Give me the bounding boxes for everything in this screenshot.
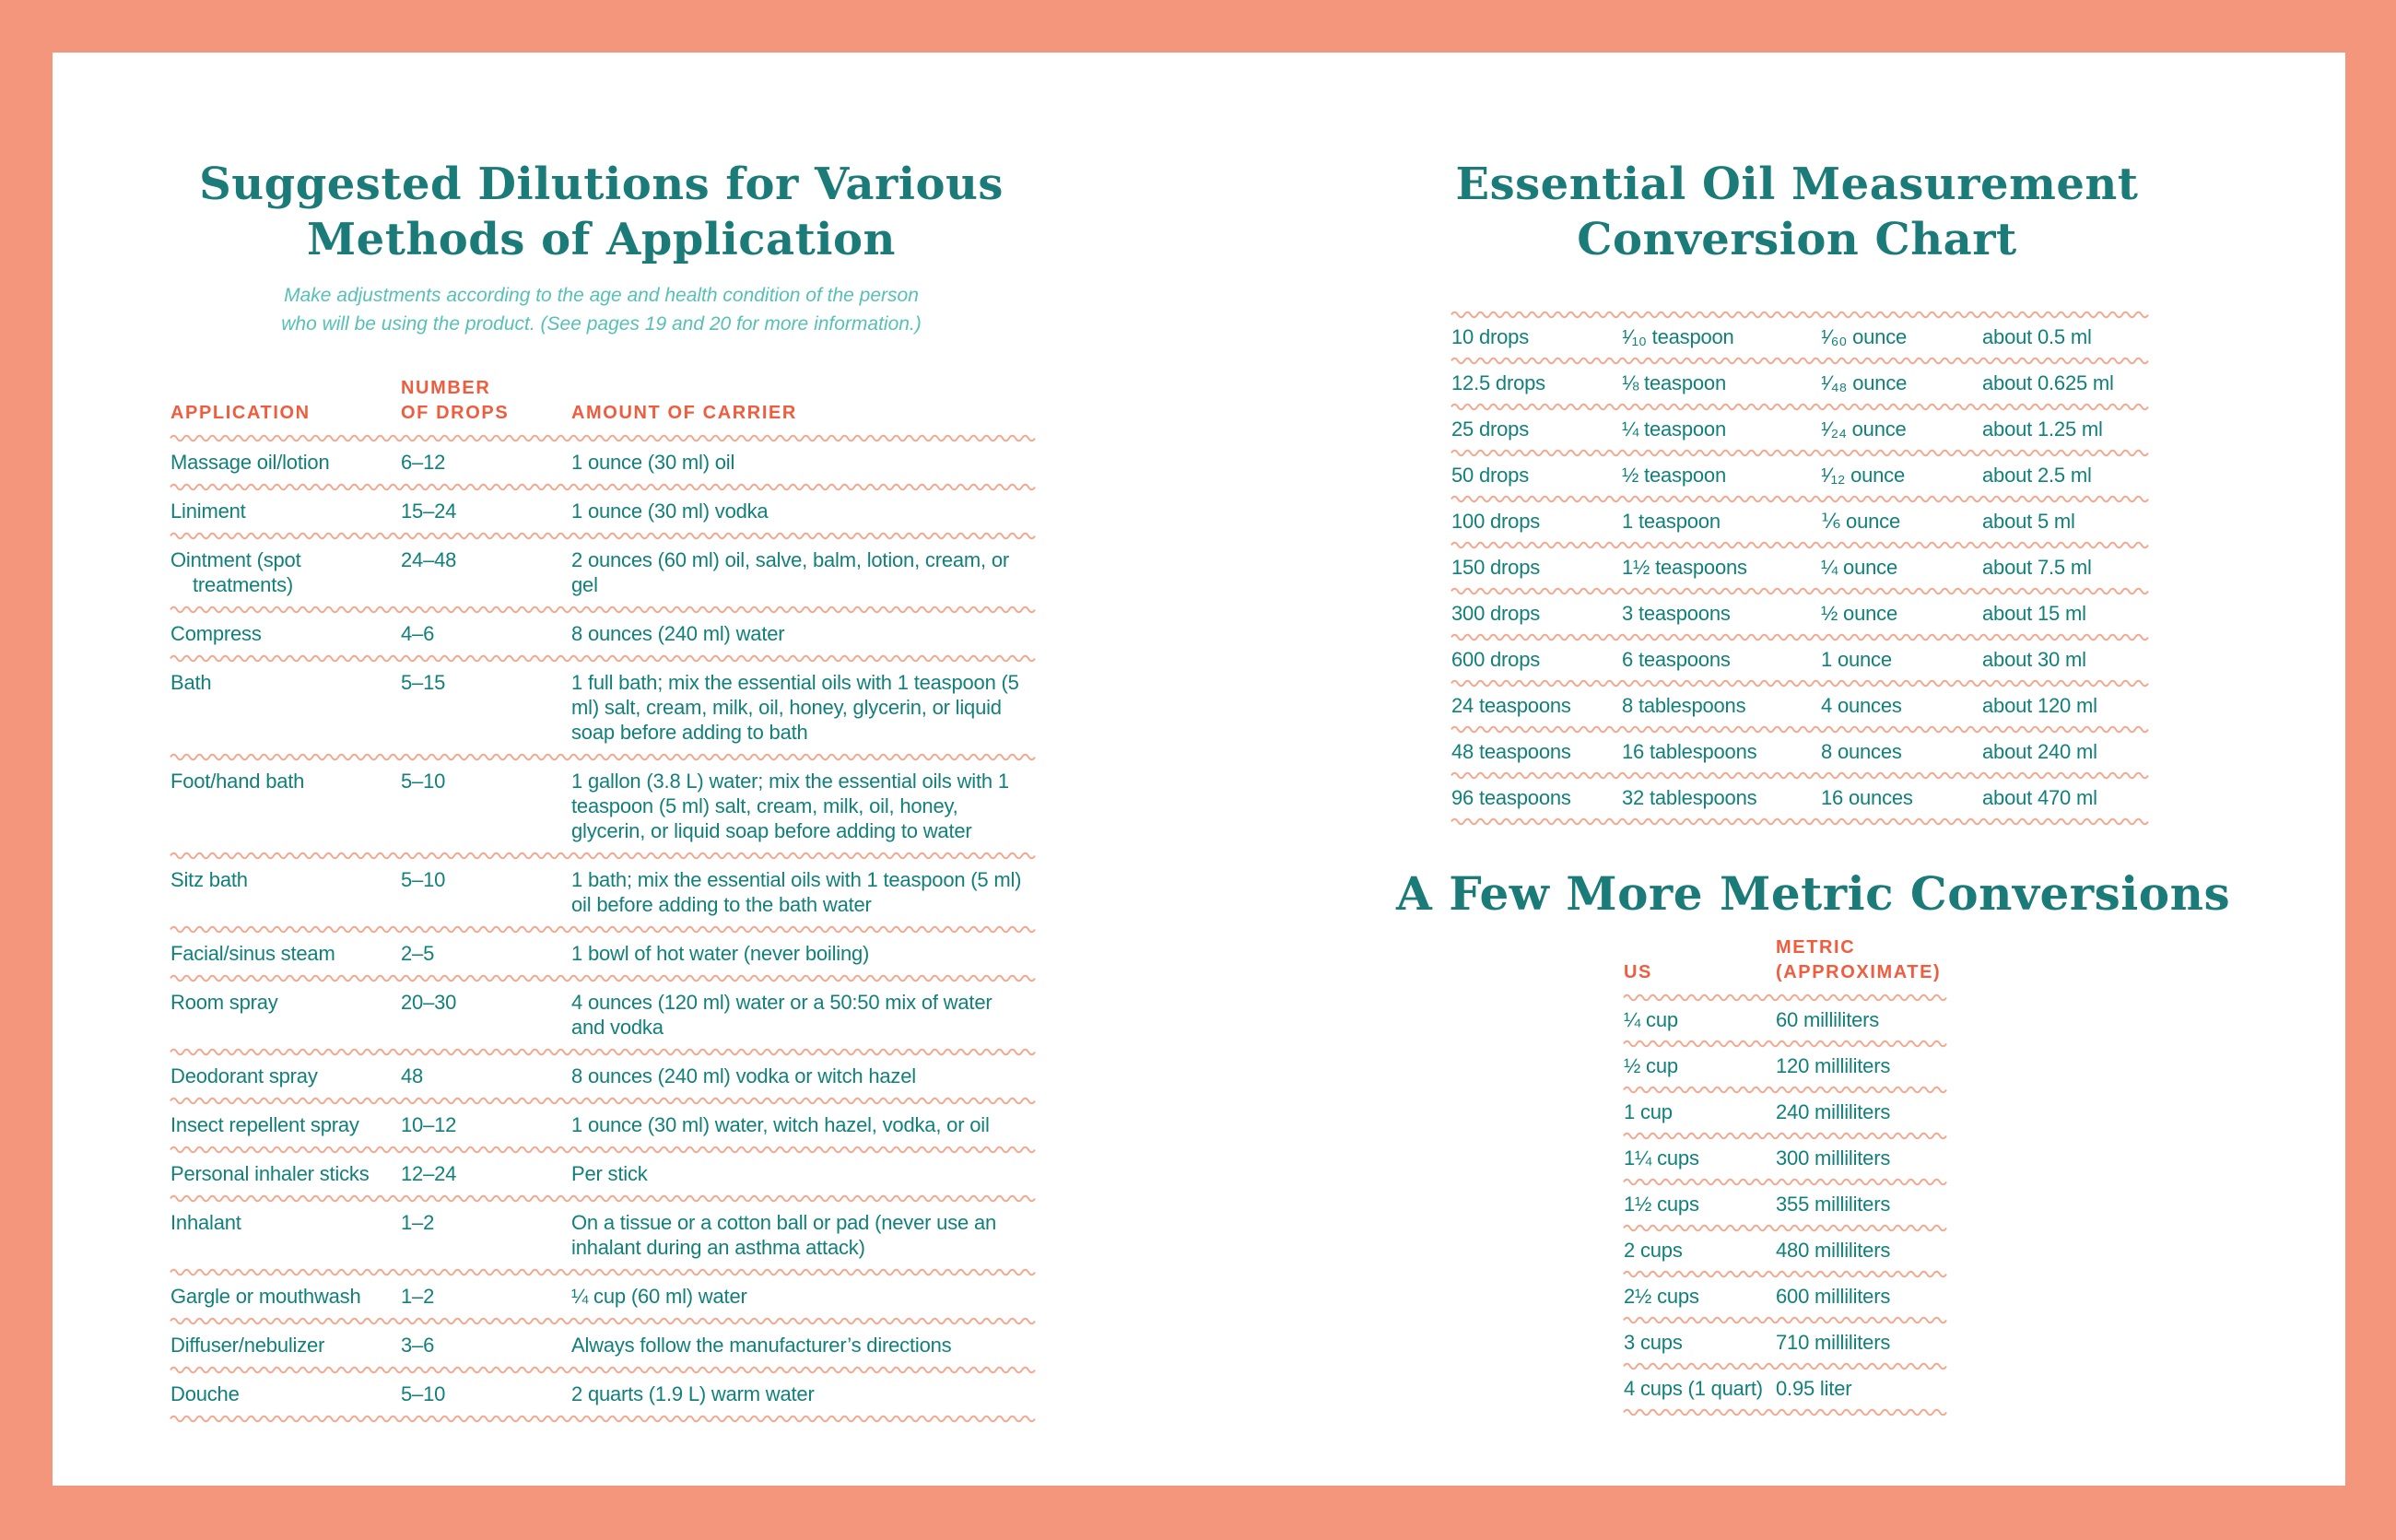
drops-cell: 10 drops bbox=[1451, 325, 1530, 348]
application-cell: Room spray bbox=[170, 991, 278, 1014]
metric-cell: 300 milliliters bbox=[1776, 1146, 1891, 1170]
teaspoons-cell: 16 tablespoons bbox=[1622, 740, 1757, 763]
wavy-divider bbox=[1624, 1406, 1942, 1417]
teaspoons-cell: ¼ teaspoon bbox=[1622, 417, 1726, 441]
table-row bbox=[1451, 595, 2143, 631]
wavy-divider bbox=[170, 1315, 1032, 1325]
ml-cell: about 15 ml bbox=[1982, 602, 2086, 625]
carrier-cell: 1 bath; mix the essential oils with 1 teaspoon (5 ml) oil before adding to the bath water bbox=[571, 868, 1022, 916]
metric-cell: 0.95 liter bbox=[1776, 1377, 1852, 1400]
table-row bbox=[1451, 503, 2143, 539]
drops-cell: 24 teaspoons bbox=[1451, 694, 1571, 717]
ml-cell: about 240 ml bbox=[1982, 740, 2097, 763]
carrier-cell: 1 ounce (30 ml) vodka bbox=[571, 500, 769, 523]
table-row bbox=[1624, 1048, 1942, 1084]
teaspoons-cell: 8 tablespoons bbox=[1622, 694, 1746, 717]
carrier-cell: Always follow the manufacturer’s directions bbox=[571, 1334, 952, 1357]
drops-cell: 50 drops bbox=[1451, 464, 1530, 487]
carrier-cell: Per stick bbox=[571, 1162, 648, 1185]
us-cell: 3 cups bbox=[1624, 1331, 1683, 1354]
table-row bbox=[1451, 411, 2143, 447]
wavy-divider bbox=[170, 850, 1032, 860]
ml-cell: about 0.5 ml bbox=[1982, 325, 2092, 348]
wavy-divider bbox=[170, 1046, 1032, 1056]
wavy-divider bbox=[1451, 401, 2143, 411]
left-page-title bbox=[170, 157, 1032, 267]
us-cell: 2 cups bbox=[1624, 1239, 1683, 1262]
carrier-cell: 8 ounces (240 ml) water bbox=[571, 622, 785, 645]
table-row bbox=[1624, 1140, 1942, 1176]
table-row bbox=[1451, 734, 2143, 770]
drops-cell: 12–24 bbox=[401, 1162, 457, 1185]
drops-cell: 100 drops bbox=[1451, 510, 1541, 533]
application-cell: Foot/hand bath bbox=[170, 770, 305, 793]
drops-cell: 3–6 bbox=[401, 1334, 435, 1357]
table-row bbox=[1451, 319, 2143, 355]
ounces-cell: 16 ounces bbox=[1821, 786, 1913, 809]
metric-cell: 600 milliliters bbox=[1776, 1285, 1891, 1308]
application-cell: Gargle or mouthwash bbox=[170, 1285, 361, 1308]
drops-cell: 20–30 bbox=[401, 991, 457, 1014]
table-row bbox=[170, 934, 1032, 972]
ounces-cell: 8 ounces bbox=[1821, 740, 1902, 763]
table-row bbox=[1624, 1186, 1942, 1222]
book-page bbox=[53, 53, 2345, 1486]
ml-cell: about 470 ml bbox=[1982, 786, 2097, 809]
wavy-divider bbox=[1624, 1268, 1942, 1278]
metric-conversions-title: A Few More Metric Conversions bbox=[1396, 866, 2231, 921]
us-cell: ½ cup bbox=[1624, 1054, 1678, 1077]
wavy-divider bbox=[1624, 1314, 1942, 1324]
metric-cell: 355 milliliters bbox=[1776, 1193, 1891, 1216]
carrier-cell: 1 ounce (30 ml) oil bbox=[571, 451, 735, 474]
table-row bbox=[1624, 1278, 1942, 1314]
ounces-cell: 4 ounces bbox=[1821, 694, 1902, 717]
wavy-divider bbox=[1624, 1038, 1942, 1048]
carrier-cell: 8 ounces (240 ml) vodka or witch hazel bbox=[571, 1064, 916, 1087]
drops-cell: 4–6 bbox=[401, 622, 435, 645]
subtitle-line2: who will be using the product. (See pages 19 and 20 for more information.) bbox=[281, 313, 922, 335]
ml-cell: about 7.5 ml bbox=[1982, 556, 2092, 579]
table-row bbox=[170, 761, 1032, 850]
application-cell: Personal inhaler sticks bbox=[170, 1162, 370, 1185]
table-row bbox=[1451, 780, 2143, 816]
dilutions-table-header bbox=[170, 376, 1032, 432]
wavy-divider bbox=[1624, 1084, 1942, 1094]
wavy-divider bbox=[170, 1266, 1032, 1276]
carrier-cell: 1 full bath; mix the essential oils with 1 teaspoon (5 ml) salt, cream, milk, oil, honey, glycerin, or liquid soap before adding to bath bbox=[571, 671, 1019, 744]
application-cell: Diffuser/nebulizer bbox=[170, 1334, 325, 1357]
drops-cell: 150 drops bbox=[1451, 556, 1541, 579]
table-row bbox=[170, 491, 1032, 530]
ml-cell: about 5 ml bbox=[1982, 510, 2075, 533]
metric-table-header bbox=[1624, 935, 1942, 992]
ounces-cell: ½ ounce bbox=[1821, 602, 1898, 625]
carrier-cell: 1 bowl of hot water (never boiling) bbox=[571, 942, 870, 965]
teaspoons-cell: 32 tablespoons bbox=[1622, 786, 1757, 809]
wavy-divider bbox=[1624, 1360, 1942, 1370]
wavy-divider bbox=[1451, 309, 2143, 319]
us-cell: 2½ cups bbox=[1624, 1285, 1699, 1308]
application-cell: Massage oil/lotion bbox=[170, 451, 330, 474]
table-row bbox=[1624, 1094, 1942, 1130]
right-page-title bbox=[1451, 157, 2143, 267]
col-header-number-of-drops: NUMBER OF DROPS bbox=[401, 378, 510, 423]
table-row bbox=[1624, 1002, 1942, 1038]
wavy-divider bbox=[1451, 677, 2143, 688]
table-row bbox=[1451, 641, 2143, 677]
wavy-divider bbox=[170, 1413, 1032, 1423]
table-row bbox=[170, 1154, 1032, 1193]
table-row bbox=[170, 982, 1032, 1046]
drops-cell: 48 bbox=[401, 1064, 424, 1087]
wavy-divider bbox=[170, 604, 1032, 614]
teaspoons-cell: 1 teaspoon bbox=[1622, 510, 1721, 533]
wavy-divider bbox=[1451, 585, 2143, 595]
carrier-cell: 4 ounces (120 ml) water or a 50:50 mix of water and vodka bbox=[571, 991, 992, 1039]
left-page-subtitle bbox=[170, 281, 1032, 338]
drops-cell: 300 drops bbox=[1451, 602, 1541, 625]
application-cell: Inhalant bbox=[170, 1211, 241, 1234]
col-header-metric: METRIC (APPROXIMATE) bbox=[1776, 937, 1942, 982]
wavy-divider bbox=[1451, 355, 2143, 365]
wavy-divider bbox=[1451, 770, 2143, 780]
wavy-divider bbox=[1624, 992, 1942, 1002]
table-row bbox=[1451, 688, 2143, 723]
col-header-amount-of-carrier: AMOUNT OF CARRIER bbox=[571, 403, 797, 423]
drops-cell: 5–15 bbox=[401, 671, 446, 694]
wavy-divider bbox=[170, 1364, 1032, 1374]
table-row bbox=[1624, 1324, 1942, 1360]
left-title-line1: Suggested Dilutions for Various bbox=[199, 159, 1004, 210]
table-row bbox=[1624, 1370, 1942, 1406]
wavy-divider bbox=[1451, 816, 2143, 826]
conversion-table bbox=[1451, 309, 2143, 826]
wavy-divider bbox=[1451, 447, 2143, 457]
teaspoons-cell: 1½ teaspoons bbox=[1622, 556, 1747, 579]
drops-cell: 6–12 bbox=[401, 451, 446, 474]
drops-cell: 15–24 bbox=[401, 500, 457, 523]
teaspoons-cell: 3 teaspoons bbox=[1622, 602, 1731, 625]
table-row bbox=[1451, 365, 2143, 401]
wavy-divider bbox=[170, 972, 1032, 982]
application-cell: Bath bbox=[170, 671, 212, 694]
right-title-line1: Essential Oil Measurement bbox=[1455, 159, 2139, 210]
table-row bbox=[170, 1276, 1032, 1315]
wavy-divider bbox=[170, 923, 1032, 934]
table-row bbox=[170, 442, 1032, 481]
wavy-divider bbox=[1451, 493, 2143, 503]
wavy-divider bbox=[1624, 1222, 1942, 1232]
ounces-cell: ¹⁄₄₈ ounce bbox=[1821, 371, 1908, 394]
wavy-divider bbox=[170, 652, 1032, 663]
table-row bbox=[170, 540, 1032, 604]
carrier-cell: ¼ cup (60 ml) water bbox=[571, 1285, 747, 1308]
metric-table bbox=[1624, 935, 1942, 1417]
table-row bbox=[170, 860, 1032, 923]
wavy-divider bbox=[170, 1095, 1032, 1105]
dilutions-table bbox=[170, 376, 1032, 1423]
application-cell: Liniment bbox=[170, 500, 246, 523]
col-header-us: US bbox=[1624, 962, 1652, 982]
wavy-divider bbox=[1451, 723, 2143, 734]
metric-cell: 120 milliliters bbox=[1776, 1054, 1891, 1077]
subtitle-line1: Make adjustments according to the age and health condition of the person bbox=[284, 285, 919, 306]
teaspoons-cell: ½ teaspoon bbox=[1622, 464, 1726, 487]
wavy-divider bbox=[170, 751, 1032, 761]
drops-cell: 1–2 bbox=[401, 1211, 435, 1234]
application-cell: Sitz bath bbox=[170, 868, 248, 891]
wavy-divider bbox=[170, 1193, 1032, 1203]
ounces-cell: ¹⁄₂₄ ounce bbox=[1821, 417, 1907, 441]
carrier-cell: 2 quarts (1.9 L) warm water bbox=[571, 1382, 815, 1405]
drops-cell: 12.5 drops bbox=[1451, 371, 1545, 394]
table-row bbox=[170, 1056, 1032, 1095]
drops-cell: 48 teaspoons bbox=[1451, 740, 1571, 763]
drops-cell: 2–5 bbox=[401, 942, 435, 965]
col-header-application: APPLICATION bbox=[170, 403, 311, 423]
us-cell: 4 cups (1 quart) bbox=[1624, 1377, 1763, 1400]
wavy-divider bbox=[1624, 1176, 1942, 1186]
application-cell: Deodorant spray bbox=[170, 1064, 318, 1087]
wavy-divider bbox=[170, 1144, 1032, 1154]
us-cell: 1½ cups bbox=[1624, 1193, 1699, 1216]
ml-cell: about 0.625 ml bbox=[1982, 371, 2114, 394]
application-cell: Douche bbox=[170, 1382, 240, 1405]
teaspoons-cell: ¹⁄₁₀ teaspoon bbox=[1622, 325, 1734, 348]
metric-cell: 480 milliliters bbox=[1776, 1239, 1891, 1262]
application-cell: Compress bbox=[170, 622, 262, 645]
carrier-cell: On a tissue or a cotton ball or pad (never use an inhalant during an asthma attack) bbox=[571, 1211, 997, 1259]
drops-cell: 600 drops bbox=[1451, 648, 1541, 671]
table-row bbox=[170, 1105, 1032, 1144]
ounces-cell: 1 ounce bbox=[1821, 648, 1892, 671]
teaspoons-cell: ⅛ teaspoon bbox=[1622, 371, 1726, 394]
ml-cell: about 2.5 ml bbox=[1982, 464, 2092, 487]
table-row bbox=[170, 1203, 1032, 1266]
metric-cell: 60 milliliters bbox=[1776, 1008, 1880, 1031]
carrier-cell: 1 gallon (3.8 L) water; mix the essential oils with 1 teaspoon (5 ml) salt, cream, milk, oil, honey, glycerin, or liquid soap before adding to water bbox=[571, 770, 1009, 842]
table-row bbox=[170, 614, 1032, 652]
application-cell: Ointment (spot treatments) bbox=[170, 548, 301, 596]
right-title-line2: Conversion Chart bbox=[1577, 214, 2017, 265]
ounces-cell: ¹⁄₁₂ ounce bbox=[1821, 464, 1906, 487]
drops-cell: 5–10 bbox=[401, 770, 446, 793]
drops-cell: 1–2 bbox=[401, 1285, 435, 1308]
wavy-divider bbox=[170, 481, 1032, 491]
metric-cell: 710 milliliters bbox=[1776, 1331, 1891, 1354]
teaspoons-cell: 6 teaspoons bbox=[1622, 648, 1731, 671]
metric-cell: 240 milliliters bbox=[1776, 1100, 1891, 1123]
wavy-divider bbox=[170, 530, 1032, 540]
drops-cell: 25 drops bbox=[1451, 417, 1530, 441]
drops-cell: 96 teaspoons bbox=[1451, 786, 1571, 809]
ounces-cell: ⅙ ounce bbox=[1821, 510, 1900, 533]
table-row bbox=[1451, 549, 2143, 585]
ml-cell: about 1.25 ml bbox=[1982, 417, 2103, 441]
wavy-divider bbox=[1451, 539, 2143, 549]
wavy-divider bbox=[170, 432, 1032, 442]
table-row bbox=[1451, 457, 2143, 493]
table-row bbox=[170, 1374, 1032, 1413]
us-cell: 1¼ cups bbox=[1624, 1146, 1699, 1170]
wavy-divider bbox=[1624, 1130, 1942, 1140]
carrier-cell: 2 ounces (60 ml) oil, salve, balm, lotion, cream, or gel bbox=[571, 548, 1010, 596]
drops-cell: 5–10 bbox=[401, 868, 446, 891]
table-row bbox=[170, 1325, 1032, 1364]
left-title-line2: Methods of Application bbox=[307, 214, 896, 265]
carrier-cell: 1 ounce (30 ml) water, witch hazel, vodka, or oil bbox=[571, 1113, 990, 1136]
us-cell: 1 cup bbox=[1624, 1100, 1673, 1123]
table-row bbox=[1624, 1232, 1942, 1268]
application-cell: Facial/sinus steam bbox=[170, 942, 335, 965]
drops-cell: 10–12 bbox=[401, 1113, 457, 1136]
table-row bbox=[170, 663, 1032, 751]
drops-cell: 24–48 bbox=[401, 548, 457, 571]
ml-cell: about 30 ml bbox=[1982, 648, 2086, 671]
application-cell: Insect repellent spray bbox=[170, 1113, 359, 1136]
ounces-cell: ¼ ounce bbox=[1821, 556, 1898, 579]
wavy-divider bbox=[1451, 631, 2143, 641]
ounces-cell: ¹⁄₆₀ ounce bbox=[1821, 325, 1908, 348]
drops-cell: 5–10 bbox=[401, 1382, 446, 1405]
ml-cell: about 120 ml bbox=[1982, 694, 2097, 717]
us-cell: ¼ cup bbox=[1624, 1008, 1678, 1031]
